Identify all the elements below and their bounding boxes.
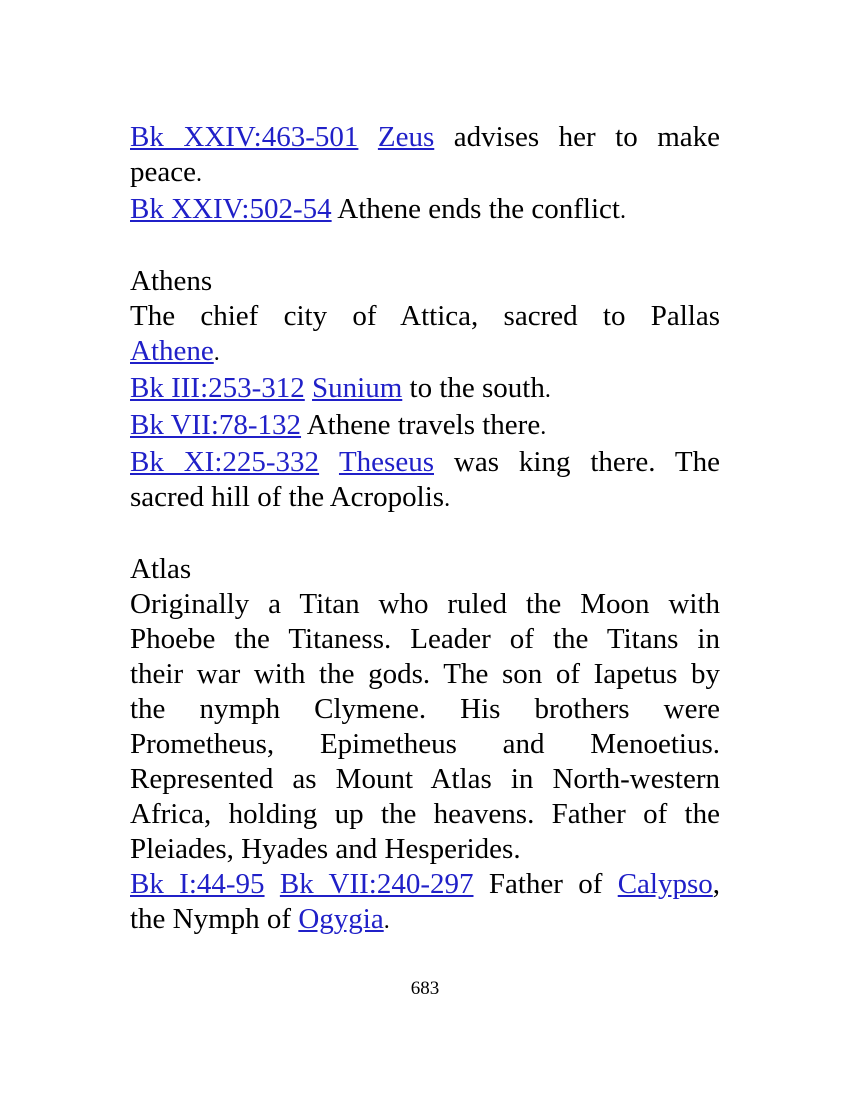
period: .	[544, 377, 551, 403]
text: to the south	[402, 372, 545, 404]
reference-link[interactable]: Bk XXIV:463-501	[130, 121, 359, 153]
text: the Nymph of	[130, 903, 299, 935]
text: sacred hill of the Acropolis	[130, 481, 445, 513]
text-line	[130, 480, 720, 517]
period: .	[540, 414, 547, 440]
text: peace	[130, 156, 196, 188]
sunium-link[interactable]: Sunium	[312, 372, 403, 404]
text-line: Phoebe the Titaness. Leader of the Titans in	[130, 623, 720, 655]
text: was king there. The	[434, 446, 720, 478]
text-line	[130, 192, 720, 229]
reference-link[interactable]: Bk XXIV:502-54	[130, 193, 332, 225]
reference-link[interactable]: Bk VII:240-297	[279, 868, 474, 900]
ogygia-link[interactable]: Ogygia	[298, 903, 384, 935]
text-line: the nymph Clymene. His brothers were	[130, 693, 720, 725]
reference-link[interactable]: Bk XI:225-332	[130, 446, 320, 478]
spacer	[130, 229, 720, 264]
page-number: 683	[410, 978, 440, 999]
text-line: Pleiades, Hyades and Hesperides.	[130, 833, 521, 865]
text-line: Prometheus, Epimetheus and Menoetius.	[130, 728, 720, 760]
zeus-link[interactable]: Zeus	[377, 121, 435, 153]
theseus-link[interactable]: Theseus	[338, 446, 434, 478]
text-line	[130, 445, 720, 480]
text-line	[130, 902, 720, 939]
page-content	[130, 120, 720, 939]
text-line	[130, 155, 720, 192]
text-line	[130, 867, 720, 902]
text-line: Originally a Titan who ruled the Moon with	[130, 588, 720, 620]
period: .	[383, 908, 390, 934]
comma: ,	[712, 868, 721, 900]
text: Athene ends the conflict	[331, 193, 620, 225]
text-line: Represented as Mount Atlas in North-western	[130, 763, 720, 795]
text: advises her to make	[434, 121, 721, 153]
text-line	[130, 120, 720, 155]
reference-link[interactable]: Bk VII:78-132	[130, 409, 302, 441]
text: Father of	[473, 868, 618, 900]
text-line: Africa, holding up the heavens. Father of the	[130, 798, 720, 830]
text-line: The chief city of Attica, sacred to Pallas	[130, 300, 720, 332]
entry-heading-atlas: Atlas	[130, 553, 192, 585]
calypso-link[interactable]: Calypso	[617, 868, 713, 900]
text: Athene travels there	[301, 409, 541, 441]
spacer	[130, 517, 720, 552]
text-line	[130, 408, 720, 445]
text-line: their war with the gods. The son of Iapetus by	[130, 658, 720, 690]
period: .	[196, 161, 202, 187]
period: .	[619, 198, 626, 224]
athene-link[interactable]: Athene	[130, 335, 214, 367]
entry-heading-athens: Athens	[130, 265, 213, 297]
reference-link[interactable]: Bk III:253-312	[130, 372, 305, 404]
reference-link[interactable]: Bk I:44-95	[130, 868, 265, 900]
period: .	[444, 486, 451, 512]
text-line	[130, 371, 720, 408]
text-line	[130, 334, 720, 371]
period: .	[213, 340, 220, 366]
